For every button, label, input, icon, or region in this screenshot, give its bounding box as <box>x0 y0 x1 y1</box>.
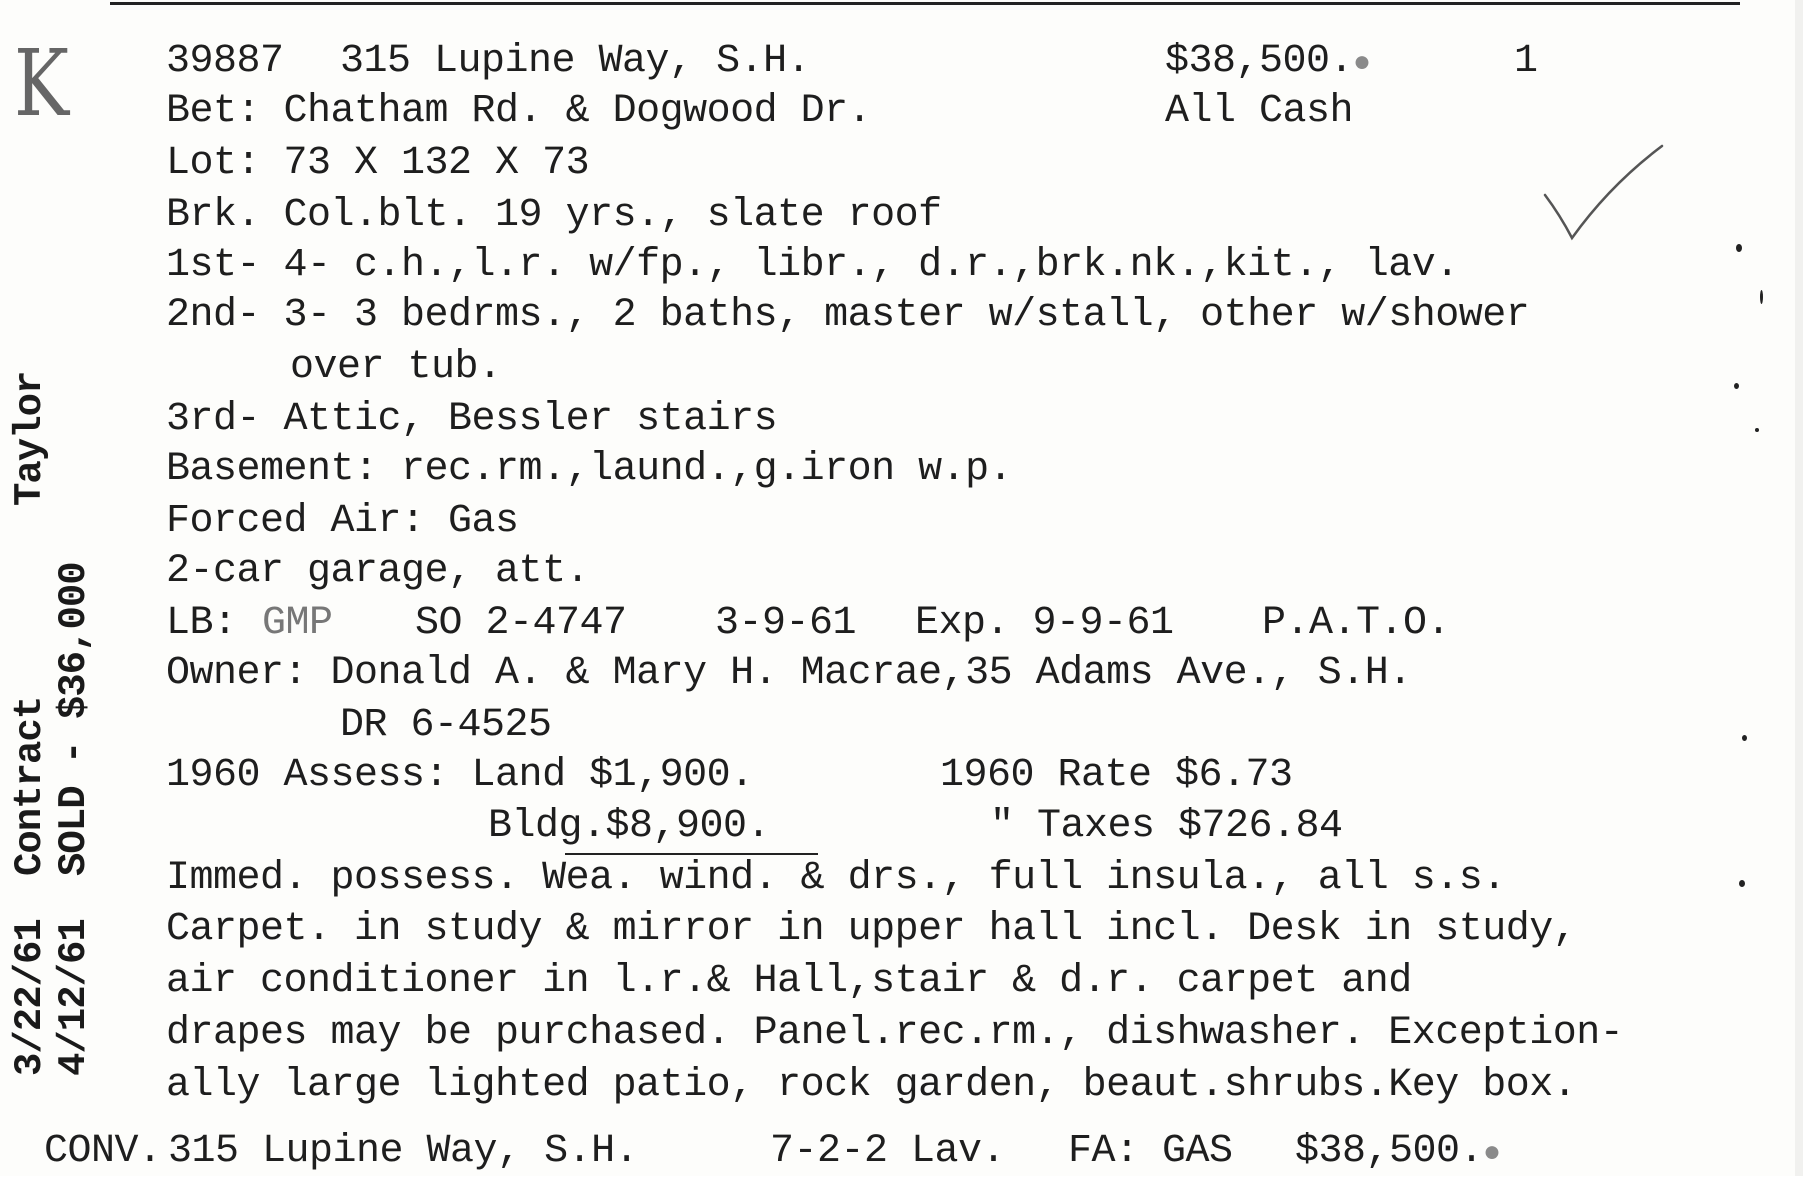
remarks-line-5: ally large lighted patio, rock garden, beaut.shrubs.Key box. <box>166 1063 1577 1108</box>
footer-rooms: 7-2-2 Lav. <box>770 1129 1006 1174</box>
handwritten-letter: K <box>14 30 69 137</box>
contract-date: 3/22/61 <box>8 919 52 1076</box>
construction: Brk. Col.blt. 19 yrs., slate roof <box>166 193 942 238</box>
remarks-line-3: air conditioner in l.r.& Hall,stair & d.r. carpet and <box>166 959 1412 1004</box>
ink-speck <box>1739 880 1745 887</box>
lot-size: Lot: 73 X 132 X 73 <box>166 141 590 186</box>
heating: Forced Air: Gas <box>166 499 519 544</box>
third-floor: 3rd- Attic, Bessler stairs <box>166 397 778 442</box>
ink-speck <box>1742 735 1747 741</box>
remarks-line-2: Carpet. in study & mirror in upper hall incl. Desk in study, <box>166 907 1577 952</box>
top-rule <box>110 2 1740 5</box>
lb-phone: SO 2-4747 <box>415 601 627 646</box>
basement: Basement: rec.rm.,laund.,g.iron w.p. <box>166 447 1013 492</box>
page-number: 1 <box>1514 39 1538 84</box>
lb-date: 3-9-61 <box>715 601 857 646</box>
assess-land: 1960 Assess: Land $1,900. <box>166 753 754 798</box>
garage: 2-car garage, att. <box>166 549 590 594</box>
margin-notes <box>0 0 140 1176</box>
taxes: " Taxes $726.84 <box>990 804 1343 849</box>
assess-building: Bldg.$8,900. <box>488 804 771 849</box>
first-floor: 1st- 4- c.h.,l.r. w/fp., libr., d.r.,brk.nk.,kit., lav. <box>166 243 1459 288</box>
footer-price: $38,500.● <box>1295 1129 1501 1174</box>
listing-address: 315 Lupine Way, S.H. <box>340 39 811 84</box>
remarks-line-1: Immed. possess. Wea. wind. & drs., full insula., all s.s. <box>166 856 1506 901</box>
lb-label: LB: <box>166 601 237 646</box>
buyer-name: Taylor <box>8 371 52 506</box>
remarks-line-4: drapes may be purchased. Panel.rec.rm., dishwasher. Exception- <box>166 1011 1624 1056</box>
listing-price: $38,500.● <box>1165 39 1371 84</box>
lb-expiration: Exp. 9-9-61 <box>915 601 1174 646</box>
contract-label: Contract <box>8 696 52 876</box>
ink-speck <box>1734 383 1739 389</box>
ink-speck <box>1755 428 1759 432</box>
owner: Owner: Donald A. & Mary H. Macrae,35 Adams Ave., S.H. <box>166 651 1412 696</box>
listing-number: 39887 <box>166 39 284 84</box>
between-streets: Bet: Chatham Rd. & Dogwood Dr. <box>166 89 872 134</box>
footer-address: 315 Lupine Way, S.H. <box>168 1129 639 1174</box>
tax-rate: 1960 Rate $6.73 <box>940 753 1293 798</box>
lb-agent: GMP <box>262 601 333 646</box>
ink-speck <box>1760 290 1763 304</box>
ink-speck <box>1736 244 1742 252</box>
second-floor: 2nd- 3- 3 bedrms., 2 baths, master w/stall, other w/shower <box>166 293 1530 338</box>
check-mark-icon <box>1540 140 1670 250</box>
footer-heat: FA: GAS <box>1068 1129 1233 1174</box>
lb-pato: P.A.T.O. <box>1262 601 1451 646</box>
second-floor-cont: over tub. <box>290 345 502 390</box>
sold-date: 4/12/61 <box>52 919 96 1076</box>
card-edge <box>1795 0 1803 1176</box>
owner-phone: DR 6-4525 <box>340 703 552 748</box>
terms: All Cash <box>1165 89 1354 134</box>
footer-type: CONV. <box>44 1129 162 1174</box>
sold-label: SOLD - $36,000 <box>52 562 96 876</box>
